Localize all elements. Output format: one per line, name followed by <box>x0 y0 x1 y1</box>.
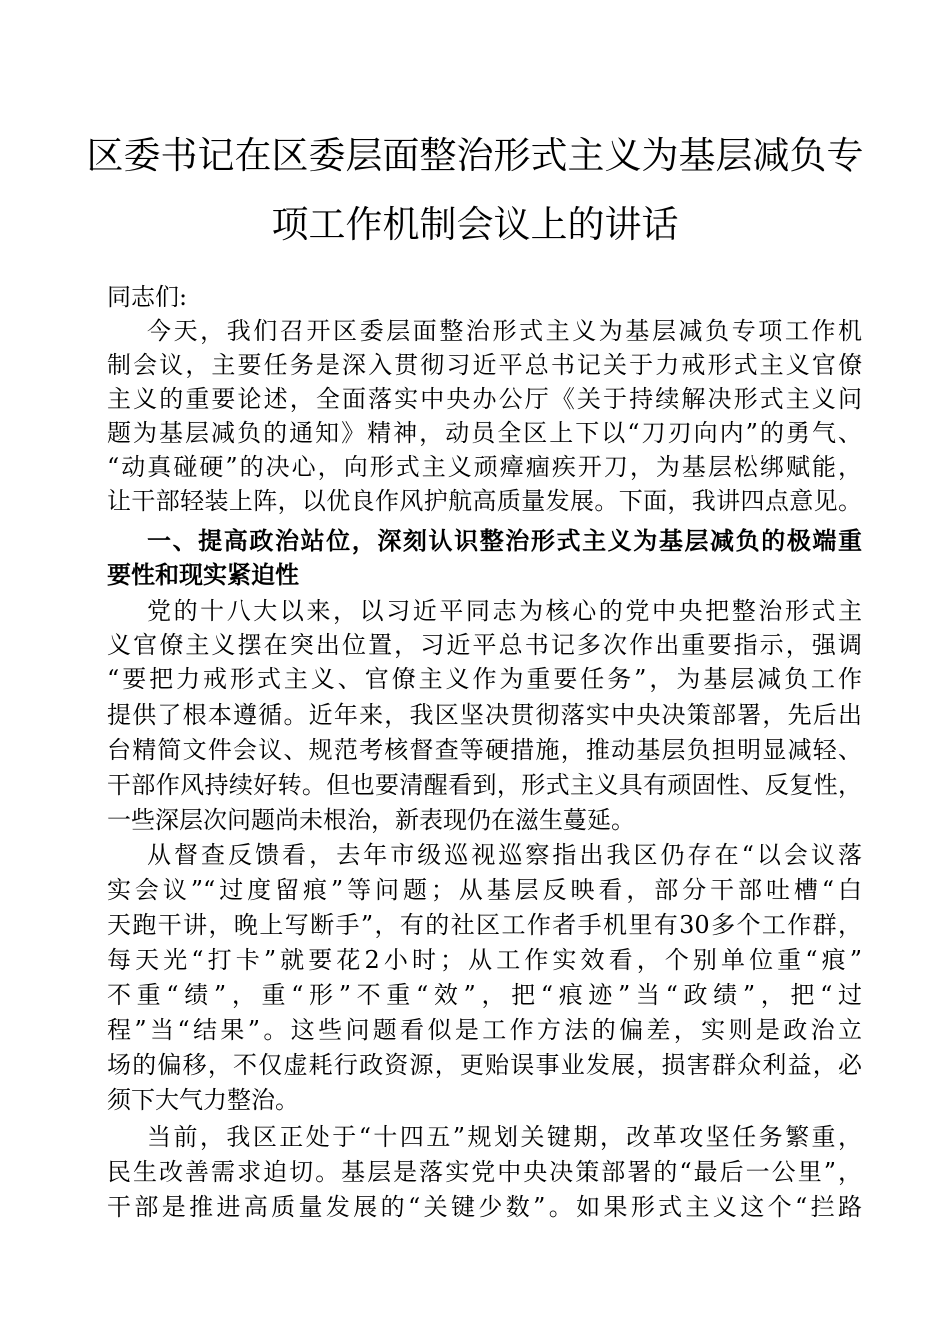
body-line: 场的偏移，不仅虚耗行政资源，更贻误事业发展，损害群众利益，必 <box>107 1051 862 1079</box>
document-title-line-1: 区委书记在区委层面整治形式主义为基层减负专 <box>86 134 864 177</box>
document-title-line-2: 项工作机制会议上的讲话 <box>271 203 679 246</box>
body-line: 台精简文件会议、规范考核督查等硬措施，推动基层负担明显减轻、 <box>107 736 862 764</box>
body-line: 民生改善需求迫切。基层是落实党中央决策部署的“最后一公里”， <box>107 1158 862 1186</box>
greeting: 同志们: <box>107 283 188 311</box>
body-line: 主义的重要论述，全面落实中央办公厅《关于持续解决形式主义问 <box>107 385 862 413</box>
body-line: 制会议，主要任务是深入贯彻习近平总书记关于力戒形式主义官僚 <box>107 351 862 379</box>
body-line: 今天，我们召开区委层面整治形式主义为基层减负专项工作机 <box>147 317 862 345</box>
body-line: 天跑干讲，晚上写断手”，有的社区工作者手机里有30多个工作群， <box>107 911 862 939</box>
body-line: 当前，我区正处于“十四五”规划关键期，改革攻坚任务繁重， <box>147 1123 862 1151</box>
body-line: 从督查反馈看，去年市级巡视巡察指出我区仍存在“以会议落 <box>147 841 862 869</box>
section-heading-line: 一、提高政治站位，深刻认识整治形式主义为基层减负的极端重 <box>147 527 862 555</box>
body-line: 不重“绩”，重“形”不重“效”，把“痕迹”当“政绩”，把“过 <box>107 981 862 1009</box>
body-line: 干部是推进高质量发展的“关键少数”。如果形式主义这个“拦路 <box>107 1193 862 1221</box>
body-line: 一些深层次问题尚未根治，新表现仍在滋生蔓延。 <box>107 806 635 834</box>
body-line: 每天光“打卡”就要花2小时；从工作实效看，个别单位重“痕” <box>107 946 862 974</box>
body-line: 提供了根本遵循。近年来，我区坚决贯彻落实中央决策部署，先后出 <box>107 701 862 729</box>
body-line: 党的十八大以来，以习近平同志为核心的党中央把整治形式主 <box>147 597 862 625</box>
section-heading-line: 要性和现实紧迫性 <box>107 561 299 589</box>
body-line: 须下大气力整治。 <box>107 1086 299 1114</box>
body-line: 程”当“结果”。这些问题看似是工作方法的偏差，实则是政治立 <box>107 1016 862 1044</box>
body-line: 题为基层减负的通知》精神，动员全区上下以“刀刃向内”的勇气、 <box>107 419 862 447</box>
body-line: 干部作风持续好转。但也要清醒看到，形式主义具有顽固性、反复性， <box>107 771 862 799</box>
body-line: “要把力戒形式主义、官僚主义作为重要任务”，为基层减负工作 <box>107 665 862 693</box>
body-line: 义官僚主义摆在突出位置，习近平总书记多次作出重要指示，强调 <box>107 631 862 659</box>
body-line: 实会议”“过度留痕”等问题；从基层反映看，部分干部吐槽“白 <box>107 876 862 904</box>
body-line: 让干部轻装上阵，以优良作风护航高质量发展。下面，我讲四点意见。 <box>107 487 862 515</box>
body-line: “动真碰硬”的决心，向形式主义顽瘴痼疾开刀，为基层松绑赋能， <box>107 453 862 481</box>
